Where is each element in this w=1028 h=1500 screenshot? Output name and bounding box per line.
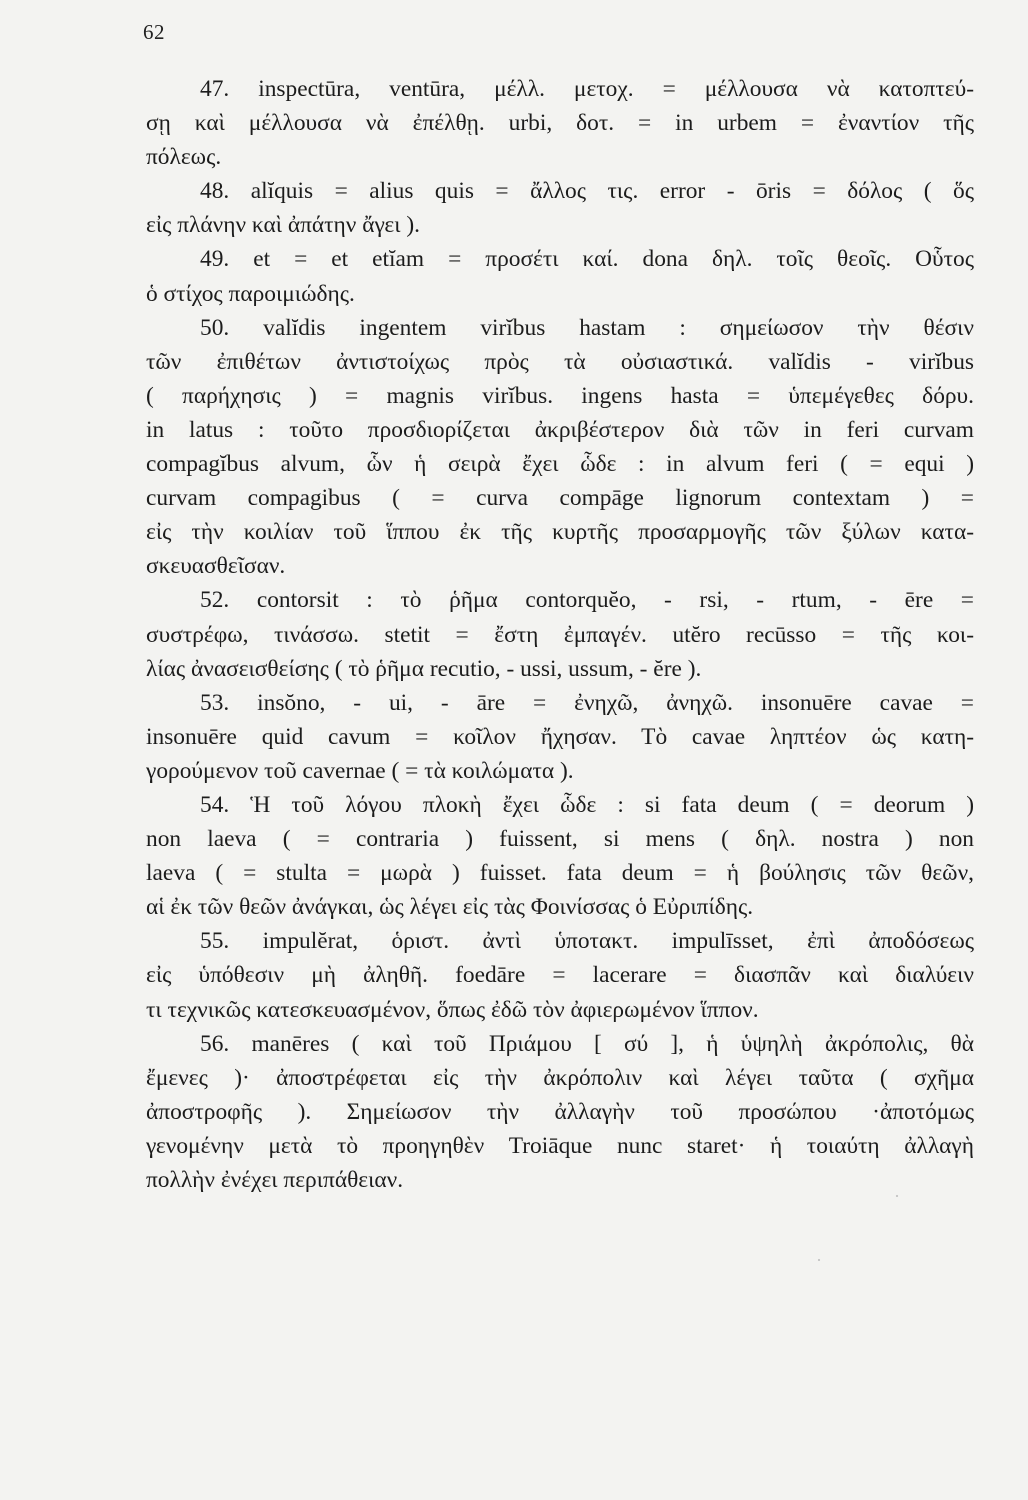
text-line: insonuēre quid cavum = κοῖλον ἤχησαν. Τὸ cavae ληπτέον ὡς κατη- <box>146 723 974 750</box>
text-line: 55. impulĕrat, ὁριστ. ἀντὶ ὑποτακτ. impulīsset, ἐπὶ ἀποδόσεως <box>200 928 974 955</box>
text-line: 50. valĭdis ingentem virĭbus hastam : σημείωσον τὴν θέσιν <box>200 314 974 341</box>
text-line: ἀποστροφῆς ). Σημείωσον τὴν ἀλλαγὴν τοῦ προσώπου ·ἀποτόμως <box>146 1098 974 1125</box>
text-line: 47. inspectūra, ventūra, μέλλ. μετοχ. = μέλλουσα νὰ κατοπτεύ- <box>200 76 974 102</box>
text-line: 54. Ἡ τοῦ λόγου πλοκὴ ἔχει ὧδε : si fata deum ( = deorum ) <box>200 791 974 818</box>
text-line: curvam compagibus ( = curva compāge lignorum contextam ) = <box>146 485 974 512</box>
text-line: συστρέφω, τινάσσω. stetit = ἔστη ἐμπαγέν. utĕro recūsso = τῆς κοι- <box>146 621 974 648</box>
commentary-text <box>146 72 974 1197</box>
text-line: γενομένην μετὰ τὸ προηγηθὲν Troiāque nunc staret· ἡ τοιαύτη ἀλλαγὴ <box>146 1132 974 1159</box>
text-line: laeva ( = stulta = μωρὰ ) fuisset. fata deum = ἡ βούλησις τῶν θεῶν, <box>146 860 974 887</box>
text-line: in latus : τοῦτο προσδιορίζεται ἀκριβέστερον διὰ τῶν in feri curvam <box>146 416 974 443</box>
text-line: 48. alĭquis = alius quis = ἄλλος τις. error - ōris = δόλος ( ὅς <box>200 178 974 205</box>
text-line: compagĭbus alvum, ὧν ἡ σειρὰ ἔχει ὧδε : in alvum feri ( = equi ) <box>146 451 974 478</box>
stray-mark: · <box>894 1186 900 1206</box>
page-number: 62 <box>143 20 165 44</box>
stray-mark: · <box>816 1250 822 1270</box>
text-line: ἔμενες )· ἀποστρέφεται εἰς τὴν ἀκρόπολιν καὶ λέγει ταῦτα ( σχῆμα <box>146 1064 974 1091</box>
text-line: 49. et = et etĭam = προσέτι καί. dona δηλ. τοῖς θεοῖς. Οὗτος <box>200 246 974 273</box>
text-line: εἰς τὴν κοιλίαν τοῦ ἵππου ἐκ τῆς κυρτῆς προσαρμογῆς τῶν ξύλων κατα- <box>146 519 974 546</box>
text-line: 56. manēres ( καὶ τοῦ Πριάμου [ σύ ], ἡ ὑψηλὴ ἀκρόπολις, θὰ <box>200 1030 974 1057</box>
text-line: λίας ἀνασεισθείσης ( τὸ ῥῆμα recutio, - ussi, ussum, - ĕre ). <box>146 655 702 682</box>
text-line: πολλὴν ἐνέχει περιπάθειαν. <box>146 1167 404 1193</box>
text-line: ὁ στίχος παροιμιώδης. <box>146 280 355 307</box>
text-line: τῶν ἐπιθέτων ἀντιστοίχως πρὸς τὰ οὐσιαστικά. valĭdis - virĭbus <box>146 348 974 375</box>
text-line: non laeva ( = contraria ) fuissent, si mens ( δηλ. nostra ) non <box>146 826 974 853</box>
text-line: ( παρήχησις ) = magnis virĭbus. ingens hasta = ὑπεμέγεθες δόρυ. <box>146 382 974 409</box>
text-line: 53. insŏno, - ui, - āre = ἐνηχῶ, ἀνηχῶ. insonuēre cavae = <box>200 689 974 716</box>
text-line: εἰς πλάνην καὶ ἀπάτην ἄγει ). <box>146 212 421 239</box>
text-line: σῃ καὶ μέλλουσα νὰ ἐπέλθῃ. urbi, δοτ. = in urbem = ἐναντίον τῆς <box>146 110 974 137</box>
text-line: γορούμενον τοῦ cavernae ( = τὰ κοιλώματα ). <box>146 757 574 784</box>
text-line: 52. contorsit : τὸ ῥῆμα contorquĕo, - rsi, - rtum, - ēre = <box>200 587 974 614</box>
text-line: πόλεως. <box>146 144 222 171</box>
text-line: τι τεχνικῶς κατεσκευασμένον, ὅπως ἐδῶ τὸν ἀφιερωμένον ἵππον. <box>146 996 759 1023</box>
text-line: εἰς ὑπόθεσιν μὴ ἀληθῆ. foedāre = lacerare = διασπᾶν καὶ διαλύειν <box>146 962 974 989</box>
text-line: αἱ ἐκ τῶν θεῶν ἀνάγκαι, ὡς λέγει εἰς τὰς Φοινίσσας ὁ Εὐριπίδης. <box>146 894 754 921</box>
text-line: σκευασθεῖσαν. <box>146 553 286 580</box>
